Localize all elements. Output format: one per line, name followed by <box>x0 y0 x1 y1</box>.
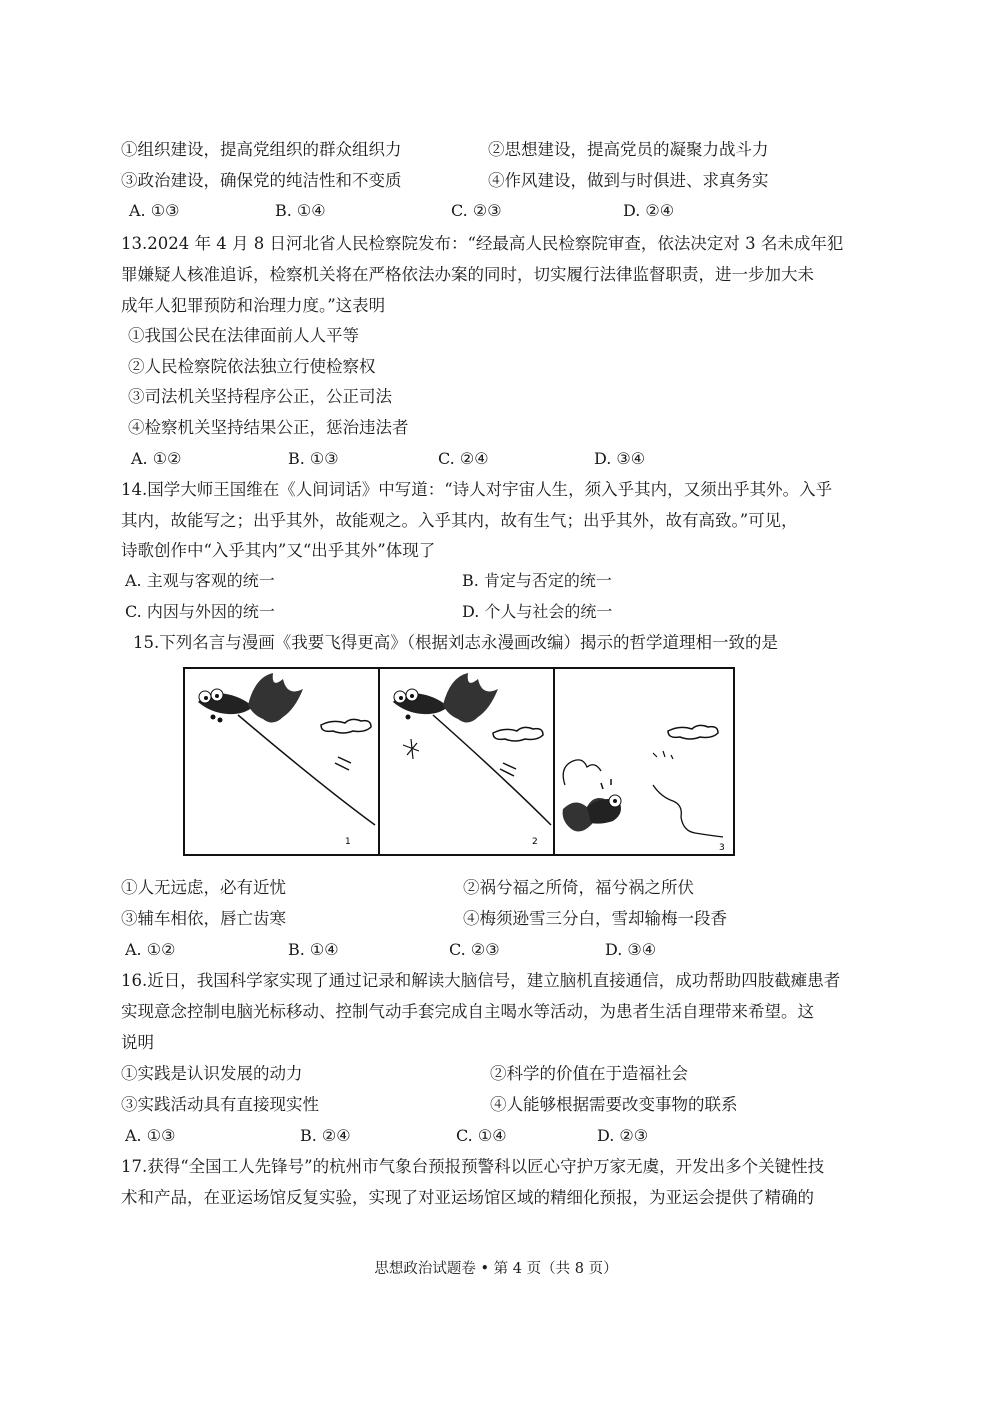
q15-choice-d: D. ③④ <box>605 940 657 959</box>
cloud-icon <box>321 719 371 733</box>
q16-stem-line-3: 说明 <box>121 1033 154 1052</box>
cloud-icon <box>493 727 543 741</box>
q13-choice-a: A. ①② <box>131 449 182 468</box>
q13-item-3: ③司法机关坚持程序公正，公正司法 <box>128 387 392 406</box>
q14-stem-line-2: 其内，故能写之；出乎其外，故能观之。入乎其内，故有生气；出乎其外，故有高致。”可见， <box>121 511 798 530</box>
comic-figure <box>183 667 735 857</box>
motion-marks <box>653 751 673 759</box>
q14-choice-c: C. 内因与外因的统一 <box>125 602 275 621</box>
q15-item-3: ③辅车相依，唇亡齿寒 <box>121 909 286 928</box>
goldfish-fallen-icon <box>563 779 621 832</box>
q13-choice-d: D. ③④ <box>594 449 646 468</box>
q17-stem-line-2: 术和产品，在亚运场馆反复实验，实现了对亚运场馆区域的精细化预报，为亚运会提供了精确的 <box>121 1188 814 1207</box>
q14-choice-a: A. 主观与客观的统一 <box>125 571 275 590</box>
q16-item-2: ②科学的价值在于造福社会 <box>490 1064 688 1083</box>
q14-stem-line-1: 14.国学大师王国维在《人间词话》中写道：“诗人对宇宙人生，须入乎其内，又须出乎其外。入乎 <box>121 480 833 499</box>
q13-choice-b: B. ①③ <box>288 449 339 468</box>
cloud-icon <box>668 725 718 739</box>
q16-item-3: ③实践活动具有直接现实性 <box>121 1095 319 1114</box>
q16-stem-line-2: 实现意念控制电脑光标移动、控制气动手套完成自主喝水等活动，为患者生活自理带来希望。这 <box>121 1002 814 1021</box>
q14-choice-b: B. 肯定与否定的统一 <box>462 571 612 590</box>
q16-choice-d: D. ②③ <box>597 1126 649 1145</box>
q16-choice-b: B. ②④ <box>300 1126 351 1145</box>
q16-stem-line-1: 16.近日，我国科学家实现了通过记录和解读大脑信号，建立脑机直接通信，成功帮助四肢截瘫患者 <box>121 971 841 990</box>
wind-lines <box>500 763 516 776</box>
q14-stem-line-3: 诗歌创作中“入乎其内”又“出乎其外”体现了 <box>121 541 436 560</box>
q12-item-4: ④作风建设，做到与时俱进、求真务实 <box>488 171 769 190</box>
scissors-cut-icon <box>403 739 419 759</box>
q15-stem: 15.下列名言与漫画《我要飞得更高》（根据刘志永漫画改编）揭示的哲学道理相一致的是 <box>133 633 778 652</box>
kite-string <box>433 715 551 825</box>
q16-item-1: ①实践是认识发展的动力 <box>121 1064 303 1083</box>
q16-item-4: ④人能够根据需要改变事物的联系 <box>490 1095 738 1114</box>
broken-string <box>653 785 723 837</box>
page-footer: 思想政治试题卷 • 第 4 页（共 8 页） <box>374 1261 618 1277</box>
q12-choice-b: B. ①④ <box>275 201 326 220</box>
q13-item-4: ④检察机关坚持结果公正，惩治违法者 <box>128 418 409 437</box>
q17-stem-line-1: 17.获得“全国工人先锋号”的杭州市气象台预报预警科以匠心守护万家无虞，开发出多个关键性技 <box>121 1157 825 1176</box>
panel-number-1: 1 <box>345 837 351 847</box>
q13-choice-c: C. ②④ <box>438 449 489 468</box>
goldfish-kite-icon <box>393 673 498 723</box>
q15-item-1: ①人无远虑，必有近忧 <box>121 878 286 897</box>
q15-choice-a: A. ①② <box>125 940 176 959</box>
q13-stem-line-2: 罪嫌疑人核准追诉，检察机关将在严格依法办案的同时，切实履行法律监督职责，进一步加大未 <box>121 265 814 284</box>
q12-item-2: ②思想建设，提高党员的凝聚力战斗力 <box>488 140 769 159</box>
q13-item-1: ①我国公民在法律面前人人平等 <box>128 326 359 345</box>
goldfish-kite-icon <box>198 673 303 723</box>
panel-number-2: 2 <box>532 837 538 847</box>
q16-choice-c: C. ①④ <box>456 1126 507 1145</box>
q16-choice-a: A. ①③ <box>125 1126 176 1145</box>
q12-item-3: ③政治建设，确保党的纯洁性和不变质 <box>121 171 402 190</box>
q15-choice-c: C. ②③ <box>449 940 500 959</box>
q14-choice-d: D. 个人与社会的统一 <box>462 602 613 621</box>
q12-item-1: ①组织建设，提高党组织的群众组织力 <box>121 140 402 159</box>
panel-number-3: 3 <box>719 843 725 853</box>
q15-item-2: ②祸兮福之所倚，福兮祸之所伏 <box>463 878 694 897</box>
q15-item-4: ④梅须逊雪三分白，雪却输梅一段香 <box>463 909 727 928</box>
q13-stem-line-3: 成年人犯罪预防和治理力度。”这表明 <box>121 296 386 315</box>
q13-stem-line-1: 13.2024 年 4 月 8 日河北省人民检察院发布：“经最高人民检察院审查，依法决定对 3 名未成年犯 <box>121 234 844 253</box>
broken-string <box>563 760 601 785</box>
q15-choice-b: B. ①④ <box>288 940 339 959</box>
q12-choice-c: C. ②③ <box>451 201 502 220</box>
q12-choice-a: A. ①③ <box>129 201 180 220</box>
q12-choice-d: D. ②④ <box>623 201 675 220</box>
wind-lines <box>335 757 351 770</box>
q13-item-2: ②人民检察院依法独立行使检察权 <box>128 357 376 376</box>
comic-illustration <box>183 667 735 857</box>
